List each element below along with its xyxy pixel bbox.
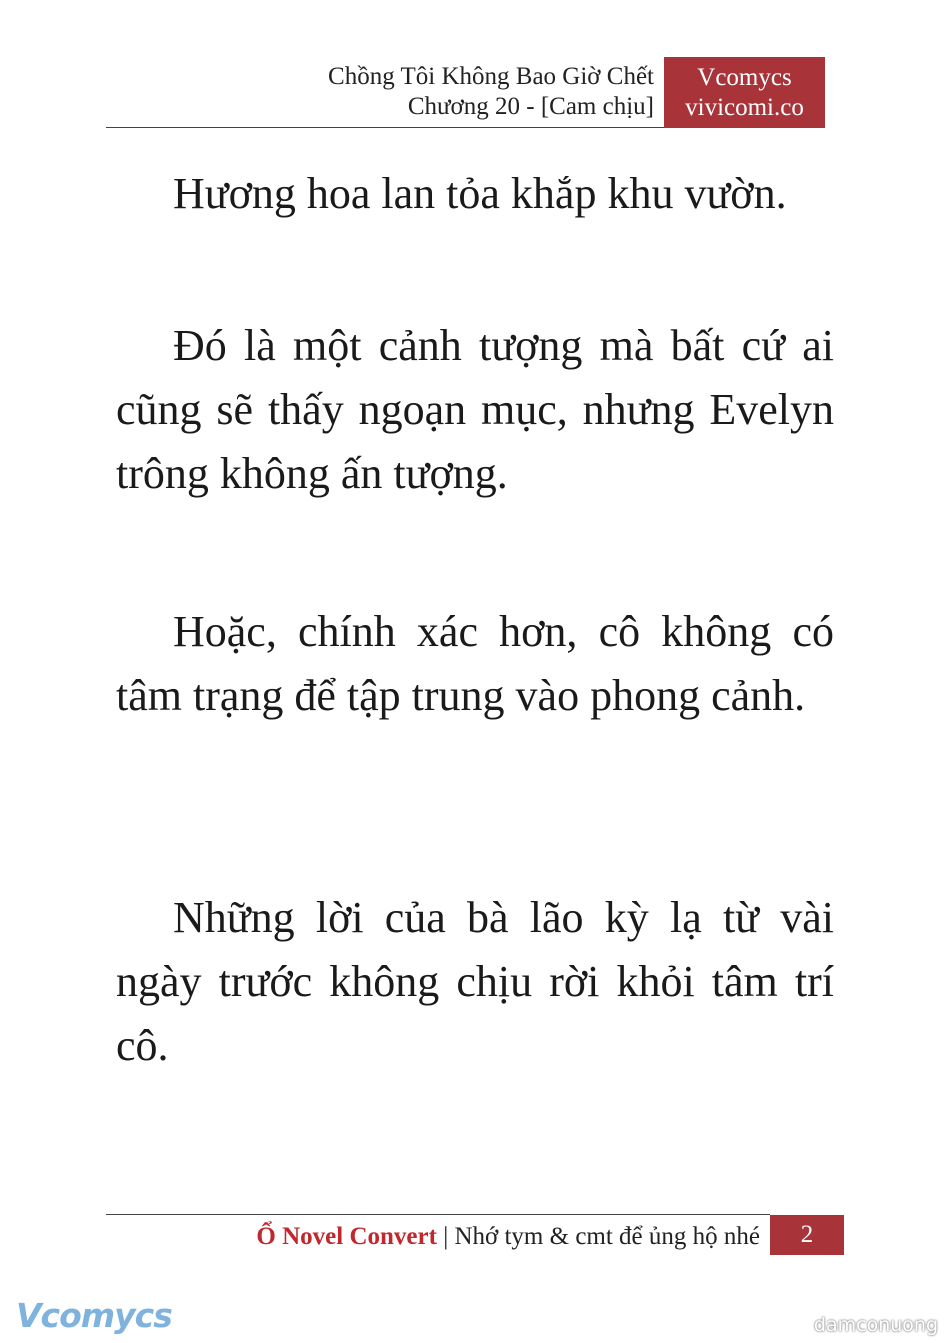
paragraph-2-block [116,314,834,506]
paragraph: Những lời của bà lão kỳ lạ từ vài ngày trước không chịu rời khỏi tâm trí cô. [116,893,834,1070]
footer-divider [106,1214,770,1215]
footer-separator: | [443,1223,449,1250]
paragraph-3-block [116,600,834,728]
book-title: Chồng Tôi Không Bao Giờ Chết [328,63,654,90]
footer-message: Nhớ tym & cmt để ủng hộ nhé [454,1223,760,1250]
header-divider [106,127,664,128]
chapter-title: Chương 20 - [Cam chịu] [407,93,654,120]
header-text [328,62,654,122]
watermark: damconuong [813,1314,938,1336]
source-badge-site: vivicomi.co [685,94,804,121]
page-number: 2 [770,1215,844,1255]
paragraph-4-block [116,886,834,1078]
paragraph: Đó là một cảnh tượng mà bất cứ ai cũng sẽ thấy ngoạn mục, nhưng Evelyn trông không ấn tượng. [116,321,834,498]
source-badge-name: Vcomycs [697,64,792,91]
paragraph-1-block [116,162,834,226]
footer-text [256,1220,760,1254]
paragraph: Hương hoa lan tỏa khắp khu vườn. [173,169,787,218]
source-badge [664,57,825,128]
footer-brand: Ổ Novel Convert [256,1223,437,1250]
vcomycs-logo: Vcomycs [16,1296,172,1335]
paragraph: Hoặc, chính xác hơn, cô không có tâm trạng để tập trung vào phong cảnh. [116,607,834,720]
